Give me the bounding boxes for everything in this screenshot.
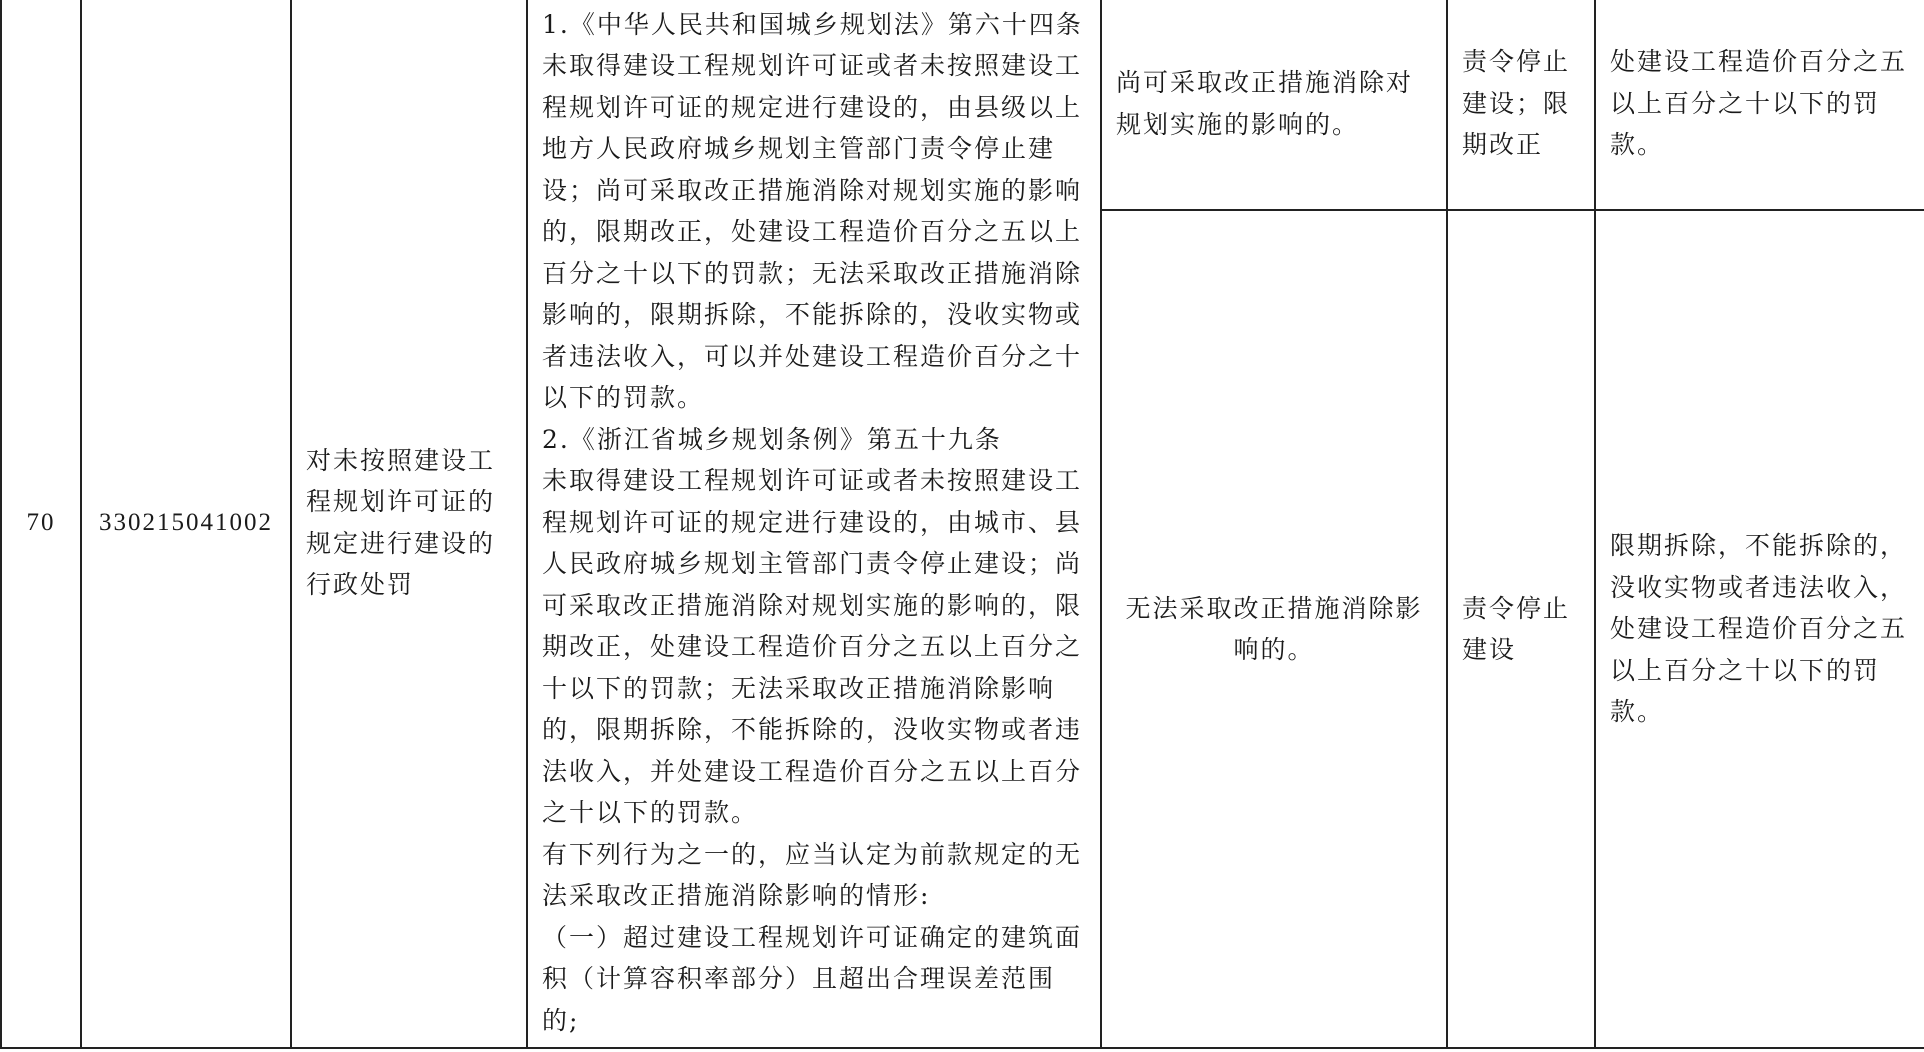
table-row bbox=[1, 0, 1924, 210]
basis-law-text-3: 有下列行为之一的，应当认定为前款规定的无法采取改正措施消除影响的情形: bbox=[542, 839, 1083, 911]
circumstance-cell: 尚可采取改正措施消除对规划实施的影响的。 bbox=[1101, 0, 1447, 210]
penalty-cell: 限期拆除，不能拆除的，没收实物或者违法收入，处建设工程造价百分之五以上百分之十以下的罚款。 bbox=[1595, 210, 1924, 1048]
action-cell: 责令停止建设；限期改正 bbox=[1447, 0, 1595, 210]
row-number-cell: 70 bbox=[1, 0, 81, 1048]
item-code-cell: 330215041002 bbox=[81, 0, 291, 1048]
action-cell: 责令停止建设 bbox=[1447, 210, 1595, 1048]
basis-law-text-1: 未取得建设工程规划许可证或者未按照建设工程规划许可证的规定进行建设的，由县级以上地方人民政府城乡规划主管部门责令停止建设；尚可采取改正措施消除对规划实施的影响的，限期改正，处建设工程造价百分之五以上百分之十以下的罚款；无法采取改正措施消除影响的，限期拆除，不能拆除的，没收实物或者违法收入，可以并处建设工程造价百分之十以下的罚款。 bbox=[542, 51, 1083, 413]
basis-law-text-4: （一）超过建设工程规划许可证确定的建筑面积（计算容积率部分）且超出合理误差范围的; bbox=[542, 922, 1083, 1035]
basis-law-text-2: 未取得建设工程规划许可证或者未按照建设工程规划许可证的规定进行建设的，由城市、县人民政府城乡规划主管部门责令停止建设；尚可采取改正措施消除对规划实施的影响的，限期改正，处建设工程造价百分之五以上百分之十以下的罚款；无法采取改正措施消除影响的，限期拆除，不能拆除的，没收实物或者违法收入，并处建设工程造价百分之五以上百分之十以下的罚款。 bbox=[542, 466, 1083, 828]
penalty-cell: 处建设工程造价百分之五以上百分之十以下的罚款。 bbox=[1595, 0, 1924, 210]
legal-basis-cell bbox=[527, 0, 1101, 1048]
circumstance-cell: 无法采取改正措施消除影响的。 bbox=[1101, 210, 1447, 1048]
basis-law-title-1: 1.《中华人民共和国城乡规划法》第六十四条 bbox=[542, 9, 1083, 39]
basis-law-title-2: 2.《浙江省城乡规划条例》第五十九条 bbox=[542, 424, 1002, 454]
item-name-cell: 对未按照建设工程规划许可证的规定进行建设的行政处罚 bbox=[291, 0, 527, 1048]
